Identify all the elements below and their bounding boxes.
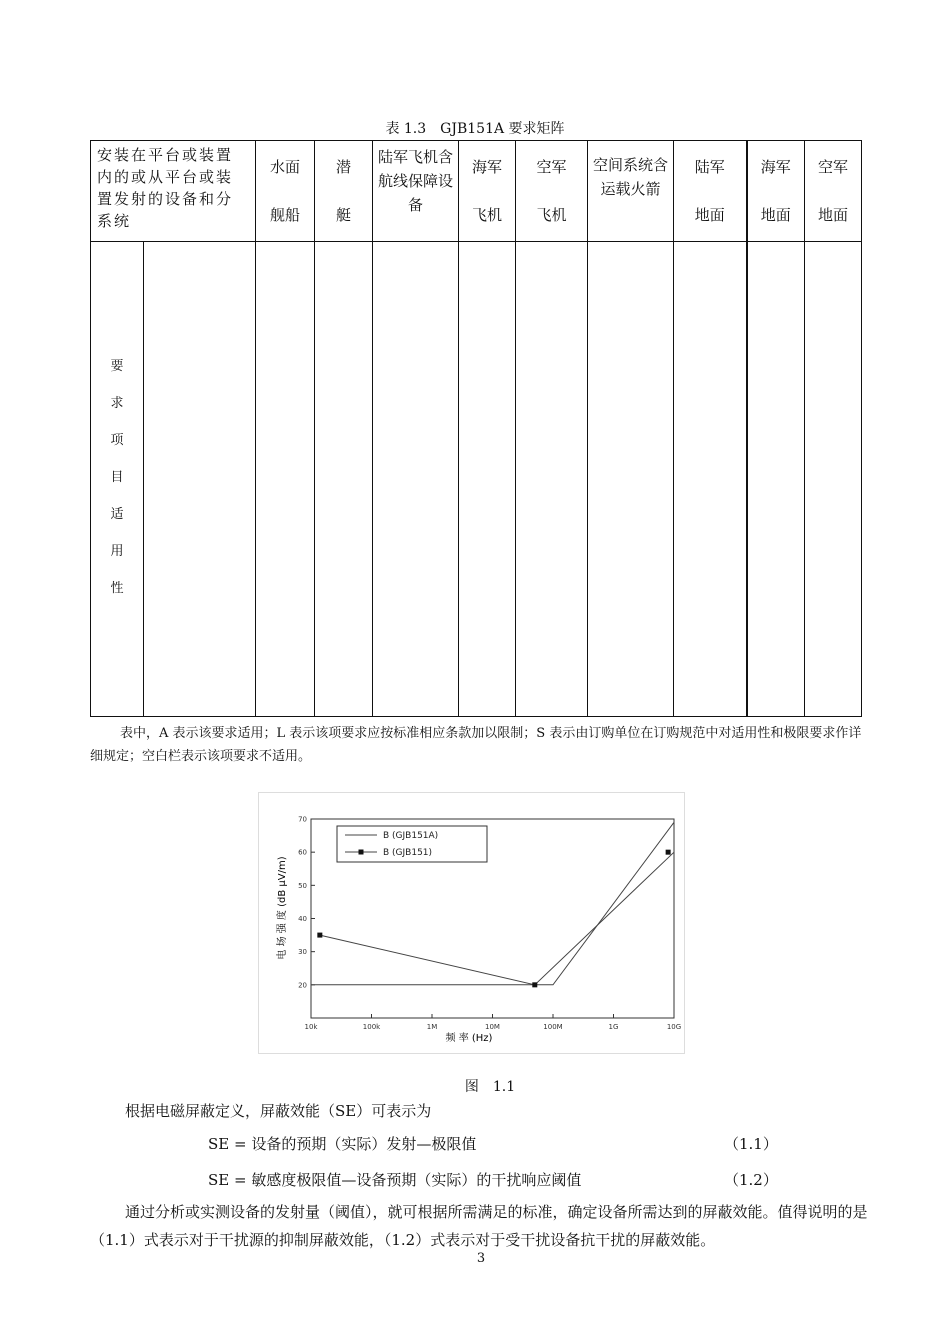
y-tick-label: 60 (298, 848, 307, 857)
table-cell-empty (516, 242, 588, 717)
y-tick-label: 20 (298, 981, 307, 990)
row-label-char: 要 (110, 359, 124, 374)
x-tick-label: 10M (485, 1023, 500, 1031)
row-label-char: 性 (110, 581, 124, 596)
x-tick-label: 100M (543, 1023, 563, 1031)
x-axis-label: 频 率 (Hz) (445, 1033, 493, 1044)
header-col-line1: 水面 (270, 158, 301, 176)
header-col-air-force-aircraft (516, 141, 588, 242)
table-cell-empty (256, 242, 315, 717)
figure-frame (258, 792, 685, 1054)
row-label-char: 项 (110, 433, 124, 448)
figure-caption: 图 1.1 (464, 1079, 516, 1095)
row-label-char: 适 (110, 507, 124, 522)
row-label-char: 目 (110, 470, 124, 485)
header-col-surface-ships (256, 141, 315, 242)
paragraph-se-definition: 根据电磁屏蔽定义，屏蔽效能（SE）可表示为 (125, 1102, 432, 1120)
header-col-army-aircraft: 陆军飞机含航线保障设备 (373, 141, 459, 242)
header-col-line2: 地面 (760, 206, 791, 224)
header-col-line1: 陆军 (694, 158, 725, 176)
y-tick-label: 50 (298, 881, 307, 890)
legend-label: B (GJB151) (383, 848, 433, 858)
table-header-row (91, 141, 862, 242)
header-col-line1: 空军 (818, 158, 849, 176)
header-col-navy-ground (747, 141, 805, 242)
table-cell-empty (373, 242, 459, 717)
table-cell-empty (459, 242, 516, 717)
table-cell-empty (144, 242, 256, 717)
y-tick-label: 40 (298, 915, 307, 923)
header-col-line1: 潜 (336, 158, 352, 176)
header-col-navy-aircraft (459, 141, 516, 242)
chart-legend (337, 826, 487, 862)
page-number: 3 (476, 1251, 486, 1266)
header-col-line1: 海军 (760, 158, 791, 176)
requirements-matrix-table (90, 140, 862, 717)
table-cell-empty (805, 242, 862, 717)
table-note: 表中，A 表示该要求适用；L 表示该项要求应按标准相应条款加以限制；S 表示由订购单位在订购规范中对适用性和极限要求作详细规定；空白栏表示该项要求不适用。 (90, 726, 862, 764)
table-cell-empty (588, 242, 674, 717)
table-caption: 表 1.3 GJB151A 要求矩阵 (385, 121, 565, 137)
y-tick-label: 70 (298, 815, 307, 824)
paragraph-explanation: 通过分析或实测设备的发射量（阈值），就可根据所需满足的标准，确定设备所需达到的屏蔽效能。值得说明的是（1.1）式表示对于干扰源的抑制屏蔽效能，（1.2）式表示对于受干扰设备抗干扰的屏蔽效能。 (90, 1203, 868, 1249)
row-label-applicability (91, 242, 144, 717)
y-axis-label: 电 场 强 度 (dB μV/m) (277, 856, 288, 960)
table-cell-empty (674, 242, 747, 717)
header-col-space-systems: 空间系统含运载火箭 (588, 141, 674, 242)
legend-marker-square (359, 850, 364, 855)
header-col-line2: 飞机 (472, 206, 503, 224)
header-col-line1: 空军 (536, 158, 567, 176)
series-point-square (666, 850, 671, 855)
header-col-line2: 地面 (694, 206, 725, 224)
header-col-line2: 飞机 (536, 206, 567, 224)
header-col-line2: 艇 (336, 206, 352, 224)
x-tick-label: 100k (362, 1023, 381, 1031)
header-col-army-ground (674, 141, 747, 242)
header-equipment: 安装在平台或装置内的或从平台或装置发射的设备和分系统 (91, 141, 256, 242)
header-col-line2: 地面 (818, 206, 849, 224)
y-tick-label: 30 (298, 948, 307, 957)
row-label-char: 用 (110, 544, 124, 559)
x-tick-label: 10G (666, 1023, 682, 1031)
legend-label: B (GJB151A) (383, 831, 439, 841)
header-col-submarines (315, 141, 373, 242)
series-line-2 (320, 852, 674, 985)
x-tick-label: 1G (608, 1023, 619, 1031)
table-cell-empty (315, 242, 373, 717)
equation-1: SE = 设备的预期（实际）发射—极限值 (208, 1135, 477, 1153)
x-tick-label: 1M (426, 1023, 438, 1031)
table-body-row (91, 242, 862, 717)
header-col-air-force-ground (805, 141, 862, 242)
equation-2-number: （1.2） (724, 1171, 778, 1189)
row-label-char: 求 (110, 396, 124, 411)
equation-1-number: （1.1） (724, 1135, 778, 1153)
header-col-line1: 海军 (472, 158, 503, 176)
series-point-square (317, 933, 322, 938)
header-col-line2: 舰船 (270, 206, 301, 224)
table-cell-empty (747, 242, 805, 717)
emission-limit-chart (259, 793, 684, 1053)
series-point-square (532, 982, 537, 987)
equation-2: SE = 敏感度极限值—设备预期（实际）的干扰响应阈值 (208, 1171, 582, 1189)
x-tick-label: 10k (304, 1023, 318, 1031)
